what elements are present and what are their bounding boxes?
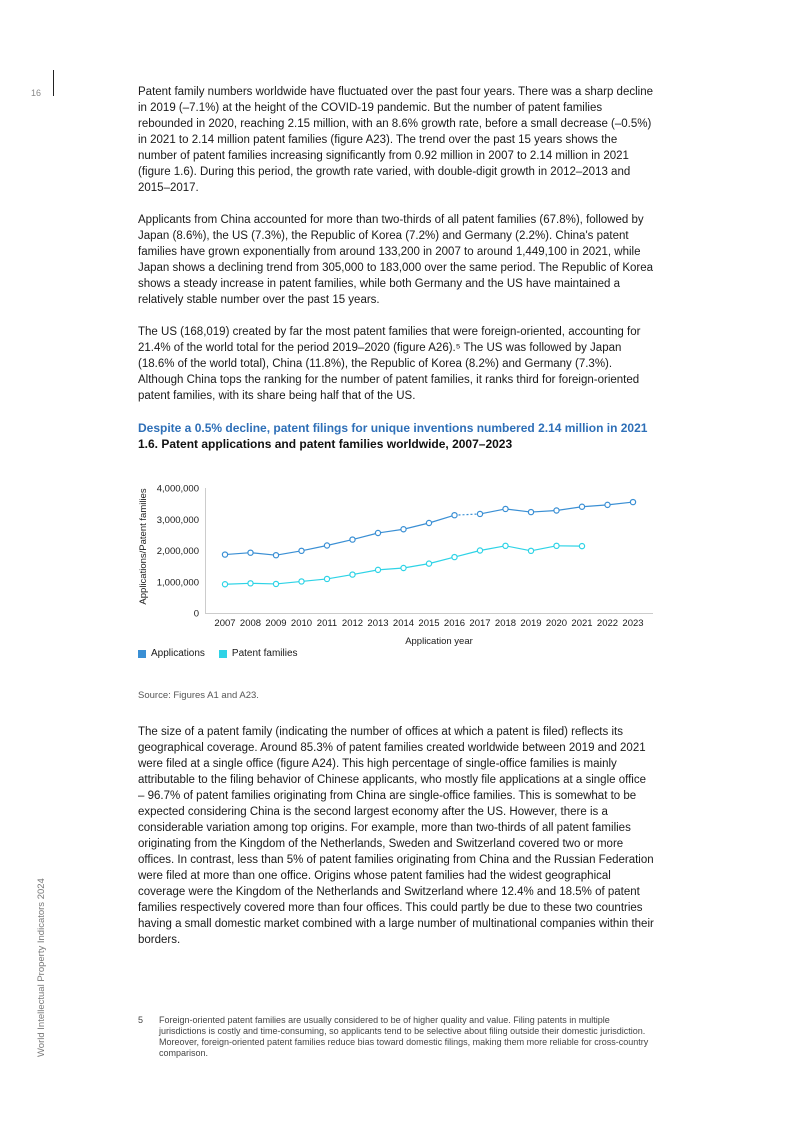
patent-families-point xyxy=(350,572,355,577)
applications-point xyxy=(528,509,533,514)
y-tick-label: 4,000,000 xyxy=(156,483,199,495)
page-number-divider xyxy=(53,70,54,96)
applications-point xyxy=(273,553,278,558)
applications-point xyxy=(477,511,482,516)
patent-families-line-segment xyxy=(480,546,506,551)
footnote xyxy=(138,1015,658,1059)
footnote-number: 5 xyxy=(138,1015,144,1025)
patent-families-point xyxy=(554,543,559,548)
patent-families-line-segment xyxy=(429,557,455,564)
x-tick-label: 2012 xyxy=(341,618,364,629)
legend-label-applications: Applications xyxy=(151,648,205,659)
applications-point xyxy=(222,552,227,557)
patent-families-line-segment xyxy=(455,551,481,558)
x-tick-label: 2009 xyxy=(265,618,287,629)
x-tick-label: 2021 xyxy=(571,618,593,629)
x-tick-label: 2022 xyxy=(596,618,619,629)
patent-families-line-segment xyxy=(506,546,532,551)
x-tick-label: 2023 xyxy=(622,618,644,629)
x-tick-label: 2015 xyxy=(418,618,440,629)
patent-families-line-segment xyxy=(404,564,430,568)
x-tick-label: 2018 xyxy=(494,618,517,629)
patent-families-point xyxy=(248,581,253,586)
legend-label-patent-families: Patent families xyxy=(231,648,298,659)
applications-line-segment xyxy=(429,515,455,523)
applications-point xyxy=(630,499,635,504)
patent-families-point xyxy=(579,544,584,549)
patent-families-point xyxy=(273,581,278,586)
patent-families-point xyxy=(477,548,482,553)
applications-line-segment xyxy=(404,523,430,529)
applications-point xyxy=(401,527,406,532)
applications-line-segment xyxy=(225,553,251,555)
footnote-text: Foreign-oriented patent families are usually considered to be of higher quality and value. Filing patents in multiple jurisdictions is costly and time-consuming, so applicants tend to be selective about filing outside their domestic jurisdiction. Moreover, foreign-oriented patent families reduce bias toward domestic filings, making them more reliable for cross-country comparison. xyxy=(159,1015,649,1058)
applications-point xyxy=(426,520,431,525)
patent-families-line-segment xyxy=(378,568,404,570)
applications-line-segment xyxy=(276,551,302,555)
chart-legend xyxy=(138,648,298,659)
y-tick-label: 1,000,000 xyxy=(156,577,199,589)
x-tick-label: 2011 xyxy=(316,618,338,629)
x-tick-label: 2010 xyxy=(290,618,313,629)
patent-families-line-segment xyxy=(276,581,302,584)
series-layer xyxy=(222,499,635,586)
legend-swatch-patent-families xyxy=(219,650,227,658)
applications-point xyxy=(452,513,457,518)
patent-families-line-segment xyxy=(225,583,251,584)
x-tick-label: 2013 xyxy=(367,618,389,629)
patent-families-point xyxy=(401,565,406,570)
x-tick-label: 2016 xyxy=(443,618,466,629)
applications-point xyxy=(324,543,329,548)
y-tick-label: 0 xyxy=(193,608,199,620)
x-tick-label: 2017 xyxy=(469,618,491,629)
x-tick-label: 2007 xyxy=(214,618,236,629)
paragraph-patent-family-trend: Patent family numbers worldwide have fluctuated over the past four years. There was a sharp decline in 2019 (–7.1%) at the height of the COVID-19 pandemic. But the number of patent families rebounded in 2020, reaching 2.15 million, with an 8.6% growth rate, before a small decrease (–0.5%) in 2021 to 2.14 million patent families (figure A23). The trend over the past 15 years shows the number of patent families increasing significantly from 0.92 million in 2007 to 2.14 million in 2021 (figure 1.6). During this period, the growth rate varied, with double-digit growth in 2012–2013 and 2015–2017. xyxy=(138,86,654,194)
patent-families-point xyxy=(299,579,304,584)
applications-point xyxy=(579,504,584,509)
paragraph-applicant-origins: Applicants from China accounted for more than two-thirds of all patent families (67.8%), followed by Japan (8.6%), the US (7.3%), the Republic of Korea (7.2%) and Germany (2.2%). China's patent families have grown exponentially from around 133,200 in 2007 to around 1,449,100 in 2021, while Japan shows a declining trend from 305,000 to 183,000 over the same period. The Republic of Korea shows a steady increase in patent families, while both Germany and the US have maintained a relatively stable number over the past 15 years. xyxy=(138,214,654,306)
patent-families-point xyxy=(528,548,533,553)
patent-families-point xyxy=(375,567,380,572)
applications-point xyxy=(605,502,610,507)
x-tick-label: 2019 xyxy=(520,618,542,629)
applications-line-segment xyxy=(378,529,404,533)
applications-point xyxy=(350,537,355,542)
patent-families-point xyxy=(452,554,457,559)
patent-families-line-segment xyxy=(302,579,328,582)
patent-line-chart xyxy=(135,476,660,648)
applications-point xyxy=(503,506,508,511)
page-number: 16 xyxy=(31,88,42,98)
patent-families-point xyxy=(426,561,431,566)
applications-line-segment xyxy=(557,507,583,511)
patent-families-line-segment xyxy=(353,570,379,575)
x-tick-label: 2014 xyxy=(392,618,415,629)
applications-line-segment xyxy=(582,505,608,507)
applications-line-segment xyxy=(608,502,634,505)
y-tick-label: 2,000,000 xyxy=(156,546,199,557)
applications-line-segment xyxy=(531,511,557,513)
legend-swatch-applications xyxy=(138,650,146,658)
y-axis-ticks xyxy=(157,484,199,620)
patent-families-line-segment xyxy=(327,575,353,579)
applications-line-segment xyxy=(506,509,532,512)
x-axis-title: Application year xyxy=(405,636,473,647)
patent-families-line-segment xyxy=(251,583,277,584)
patent-families-line-segment xyxy=(531,546,557,551)
applications-line-segment xyxy=(480,509,506,514)
patent-families-point xyxy=(503,543,508,548)
x-tick-label: 2008 xyxy=(239,618,262,629)
applications-line-segment xyxy=(302,546,328,551)
figure-title: 1.6. Patent applications and patent families worldwide, 2007–2023 xyxy=(138,437,513,451)
figure-caption: Despite a 0.5% decline, patent filings for unique inventions numbered 2.14 million in 2021 xyxy=(138,421,648,435)
y-axis-title: Applications/Patent families xyxy=(138,488,149,605)
publication-title: World Intellectual Property Indicators 2024 xyxy=(36,878,47,1057)
patent-families-point xyxy=(222,582,227,587)
legend-item-applications xyxy=(138,648,205,659)
x-tick-label: 2020 xyxy=(545,618,568,629)
applications-point xyxy=(299,548,304,553)
legend-item-patent-families xyxy=(219,648,298,659)
paragraph-foreign-oriented: The US (168,019) created by far the most patent families that were foreign-oriented, accounting for 21.4% of the world total for the period 2019–2020 (figure A26).⁵ The US was followed by Japan (18.6% of the world total), China (11.8%), the Republic of Korea (8.2%) and Germany (7.3%). Although China tops the ranking for the number of patent families, it ranks third for foreign-oriented patent families, with its share being half that of the US. xyxy=(138,326,641,402)
applications-line-segment xyxy=(327,540,353,546)
applications-line-segment xyxy=(455,514,481,515)
paragraph-family-size: The size of a patent family (indicating the number of offices at which a patent is filed) reflects its geographical coverage. Around 85.3% of patent families created worldwide between 2019 and 2021 were filed at a single office (figure A24). This high percentage of single-office families is mainly attributable to the filing behavior of Chinese applicants, who mostly file applications at a single office – 96.7% of patent families originating from China are single-office families. This is somewhat to be expected considering China is the second largest economy after the US. However, there is a considerable variation among top origins. For example, more than two-thirds of all patent families originating from the Kingdom of the Netherlands, Sweden and Switzerland covered two or more offices. In contrast, less than 5% of patent families originating from China and the Russian Federation were filed at more than one office. Origins whose patent families had the widest geographical coverage were the Kingdom of the Netherlands and Switzerland where 12.4% and 18.5% of patent families respectively covered more than four offices. This could partly be due to these two countries having a small domestic market combined with a large number of multinational companies within their borders. xyxy=(138,726,654,946)
figure-source: Source: Figures A1 and A23. xyxy=(138,690,259,701)
applications-point xyxy=(248,550,253,555)
applications-point xyxy=(375,530,380,535)
y-tick-label: 3,000,000 xyxy=(156,514,199,526)
patent-families-point xyxy=(324,576,329,581)
applications-line-segment xyxy=(251,553,277,556)
applications-point xyxy=(554,508,559,513)
x-axis-ticks xyxy=(214,618,643,629)
applications-line-segment xyxy=(353,533,379,540)
